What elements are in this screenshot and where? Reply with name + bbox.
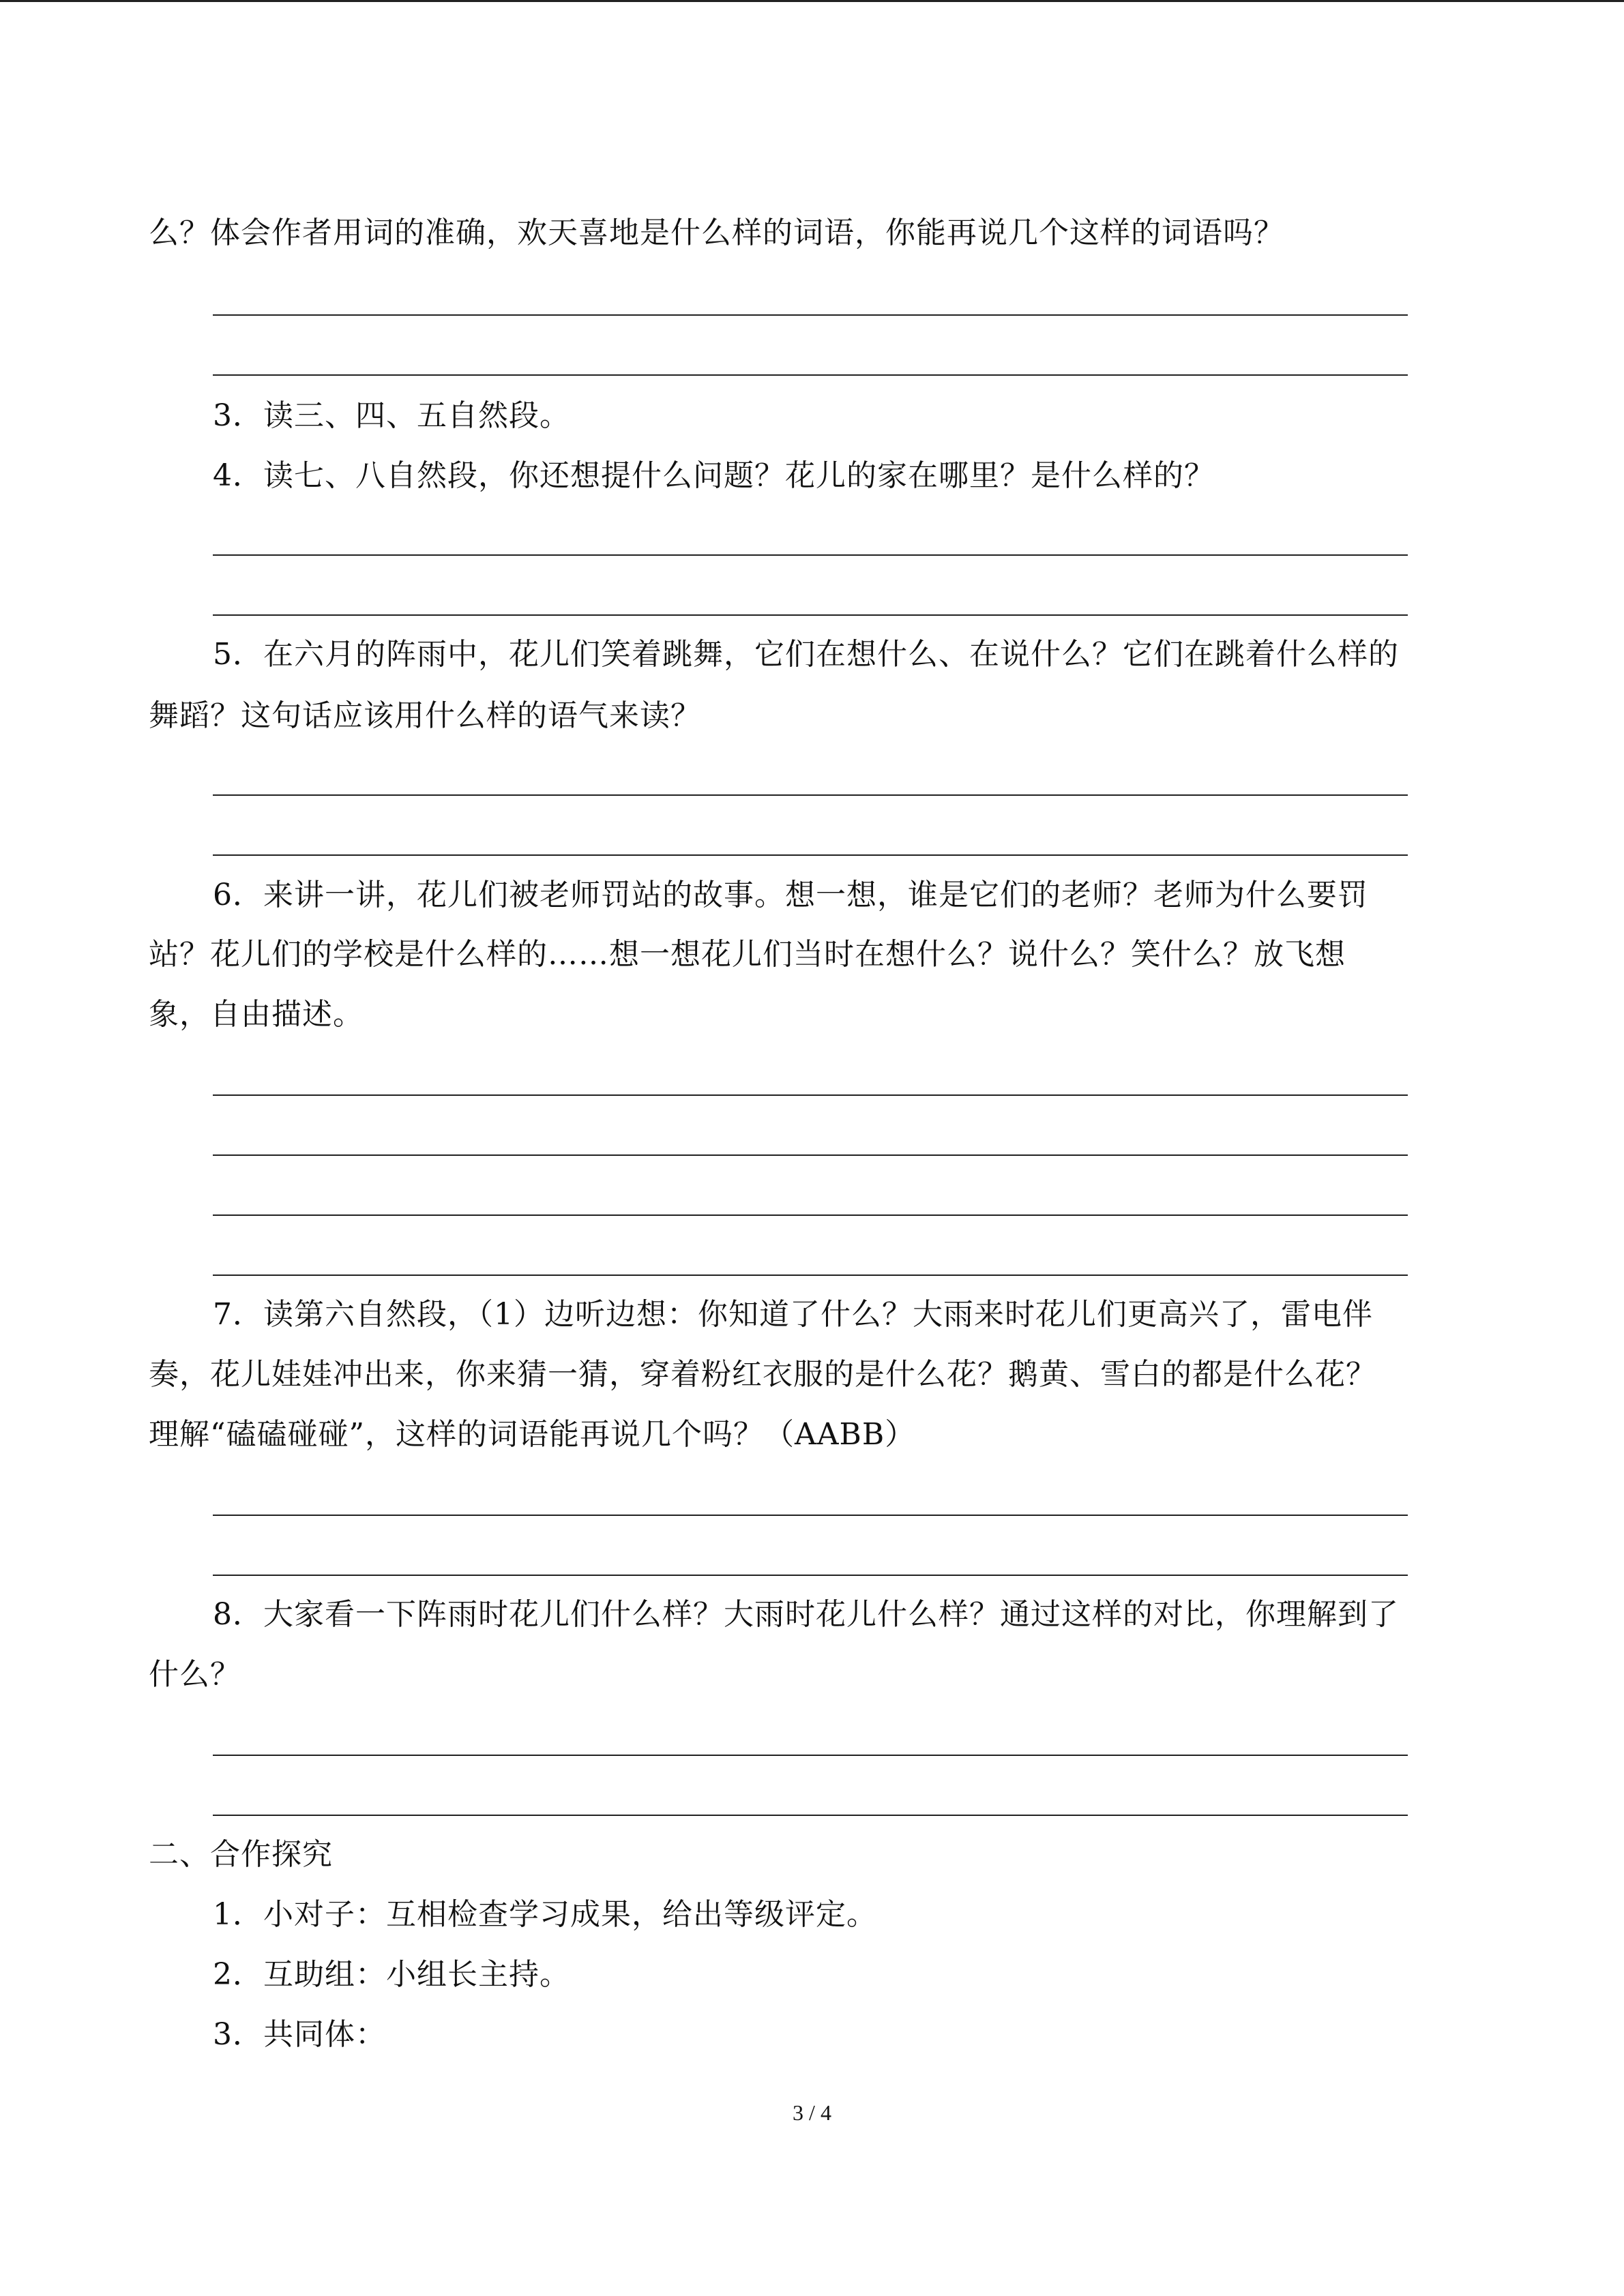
answer-line — [213, 614, 1408, 616]
question-8-line-2: 什么？ — [149, 1657, 241, 1692]
answer-line — [213, 374, 1408, 376]
answer-line — [213, 554, 1408, 556]
section-2-item-1: 1．小对子：互相检查学习成果，给出等级评定。 — [213, 1897, 877, 1932]
question-4: 4．读七、八自然段，你还想提什么问题？花儿的家在哪里？是什么样的？ — [213, 458, 1215, 493]
answer-line — [213, 1154, 1408, 1156]
question-5-line-1: 5．在六月的阵雨中，花儿们笑着跳舞，它们在想什么、在说什么？它们在跳着什么样的 — [213, 637, 1399, 672]
question-6-line-1: 6．来讲一讲，花儿们被老师罚站的故事。想一想，谁是它们的老师？老师为什么要罚 — [213, 878, 1368, 912]
section-2-heading: 二、合作探究 — [149, 1837, 333, 1872]
page-top-border — [0, 0, 1624, 2]
question-2-continuation: 么？体会作者用词的准确，欢天喜地是什么样的词语，你能再说几个这样的词语吗？ — [149, 215, 1284, 250]
question-5-line-2: 舞蹈？这句话应该用什么样的语气来读？ — [149, 698, 701, 733]
answer-line — [213, 854, 1408, 856]
question-8-line-1: 8．大家看一下阵雨时花儿们什么样？大雨时花儿什么样？通过这样的对比，你理解到了 — [213, 1597, 1399, 1632]
question-6-line-2: 站？花儿们的学校是什么样的……想一想花儿们当时在想什么？说什么？笑什么？放飞想 — [149, 937, 1346, 972]
answer-line — [213, 1515, 1408, 1516]
answer-line — [213, 794, 1408, 796]
section-2-item-2: 2．互助组：小组长主持。 — [213, 1957, 570, 1992]
answer-line — [213, 1755, 1408, 1756]
question-3: 3．读三、四、五自然段。 — [213, 398, 570, 433]
page-number: 3 / 4 — [793, 2100, 831, 2125]
answer-line — [213, 1214, 1408, 1216]
question-7-line-2: 奏，花儿娃娃冲出来，你来猜一猜，穿着粉红衣服的是什么花？鹅黄、雪白的都是什么花？ — [149, 1357, 1376, 1392]
answer-line — [213, 1815, 1408, 1816]
question-6-line-3: 象，自由描述。 — [149, 997, 364, 1032]
answer-line — [213, 314, 1408, 316]
answer-line — [213, 1575, 1408, 1576]
answer-line — [213, 1094, 1408, 1096]
question-7-line-3: 理解“磕磕碰碰”，这样的词语能再说几个吗？（AABB） — [149, 1417, 916, 1452]
question-7-line-1: 7．读第六自然段，（1）边听边想：你知道了什么？大雨来时花儿们更高兴了，雷电伴 — [213, 1297, 1373, 1332]
section-2-item-3: 3．共同体： — [213, 2017, 386, 2052]
answer-line — [213, 1274, 1408, 1276]
